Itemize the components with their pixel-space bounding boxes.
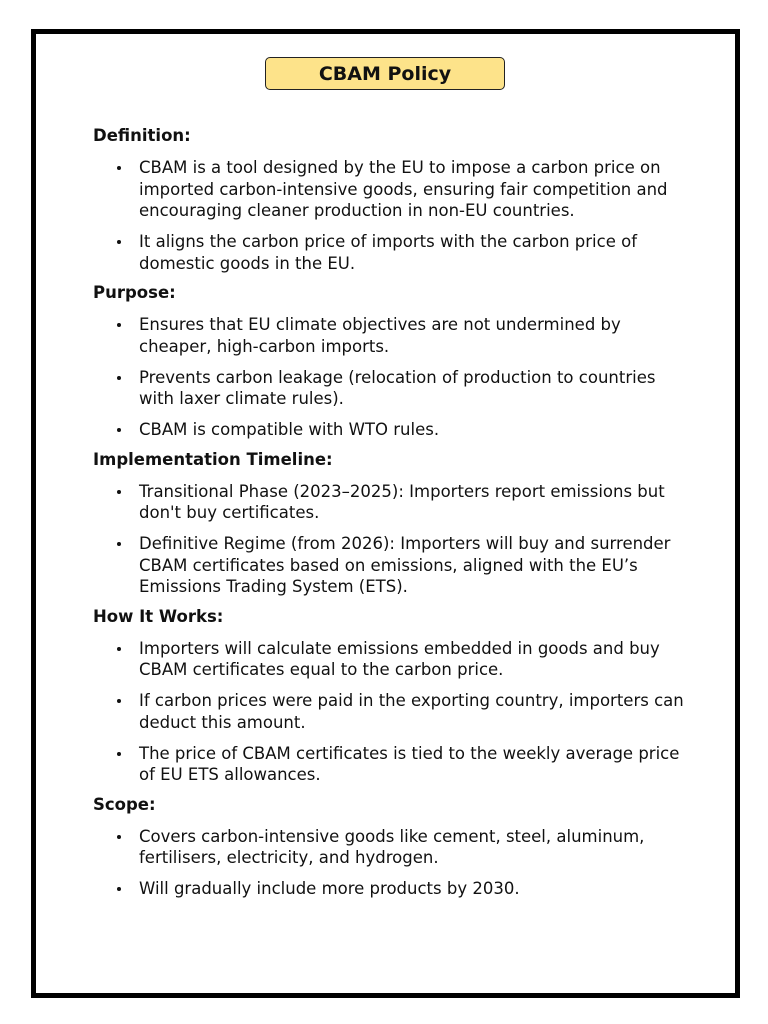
bullet-list-timeline [93,481,693,598]
list-item: CBAM is compatible with WTO rules. [139,419,693,441]
bullet-list-how-it-works [93,638,693,786]
section-purpose [93,283,693,441]
list-item: CBAM is a tool designed by the EU to impose a carbon price on imported carbon-intensive goods, ensuring fair competition and encouraging cleaner production in non-EU countries. [139,157,693,222]
section-definition [93,126,693,274]
section-heading-definition: Definition: [93,126,191,145]
bullet-list-scope [93,826,693,900]
title-banner [265,57,505,90]
page-frame [31,29,740,998]
section-implementation-timeline [93,450,693,598]
list-item: Transitional Phase (2023–2025): Importers report emissions but don't buy certificates. [139,481,693,524]
page-title: CBAM Policy [318,62,452,85]
section-heading-purpose: Purpose: [93,283,176,302]
list-item: Prevents carbon leakage (relocation of production to countries with laxer climate rules). [139,367,693,410]
list-item: Definitive Regime (from 2026): Importers will buy and surrender CBAM certificates based on emissions, aligned with the EU’s Emissions Trading System (ETS). [139,533,693,598]
section-heading-scope: Scope: [93,794,156,814]
bullet-list-purpose [93,314,693,441]
bullet-list-definition [93,157,693,274]
section-heading-how-it-works: How It Works: [93,606,224,626]
section-heading-timeline: Implementation Timeline: [93,449,333,469]
section-how-it-works [93,607,693,786]
list-item: Ensures that EU climate objectives are not undermined by cheaper, high-carbon imports. [139,314,693,357]
list-item: Covers carbon-intensive goods like cement, steel, aluminum, fertilisers, electricity, and hydrogen. [139,826,693,869]
content-body [93,126,693,909]
list-item: If carbon prices were paid in the exporting country, importers can deduct this amount. [139,690,693,733]
list-item: Importers will calculate emissions embedded in goods and buy CBAM certificates equal to the carbon price. [139,638,693,681]
list-item: The price of CBAM certificates is tied to the weekly average price of EU ETS allowances. [139,743,693,786]
list-item: It aligns the carbon price of imports with the carbon price of domestic goods in the EU. [139,231,693,274]
section-scope [93,795,693,900]
list-item: Will gradually include more products by 2030. [139,878,693,900]
